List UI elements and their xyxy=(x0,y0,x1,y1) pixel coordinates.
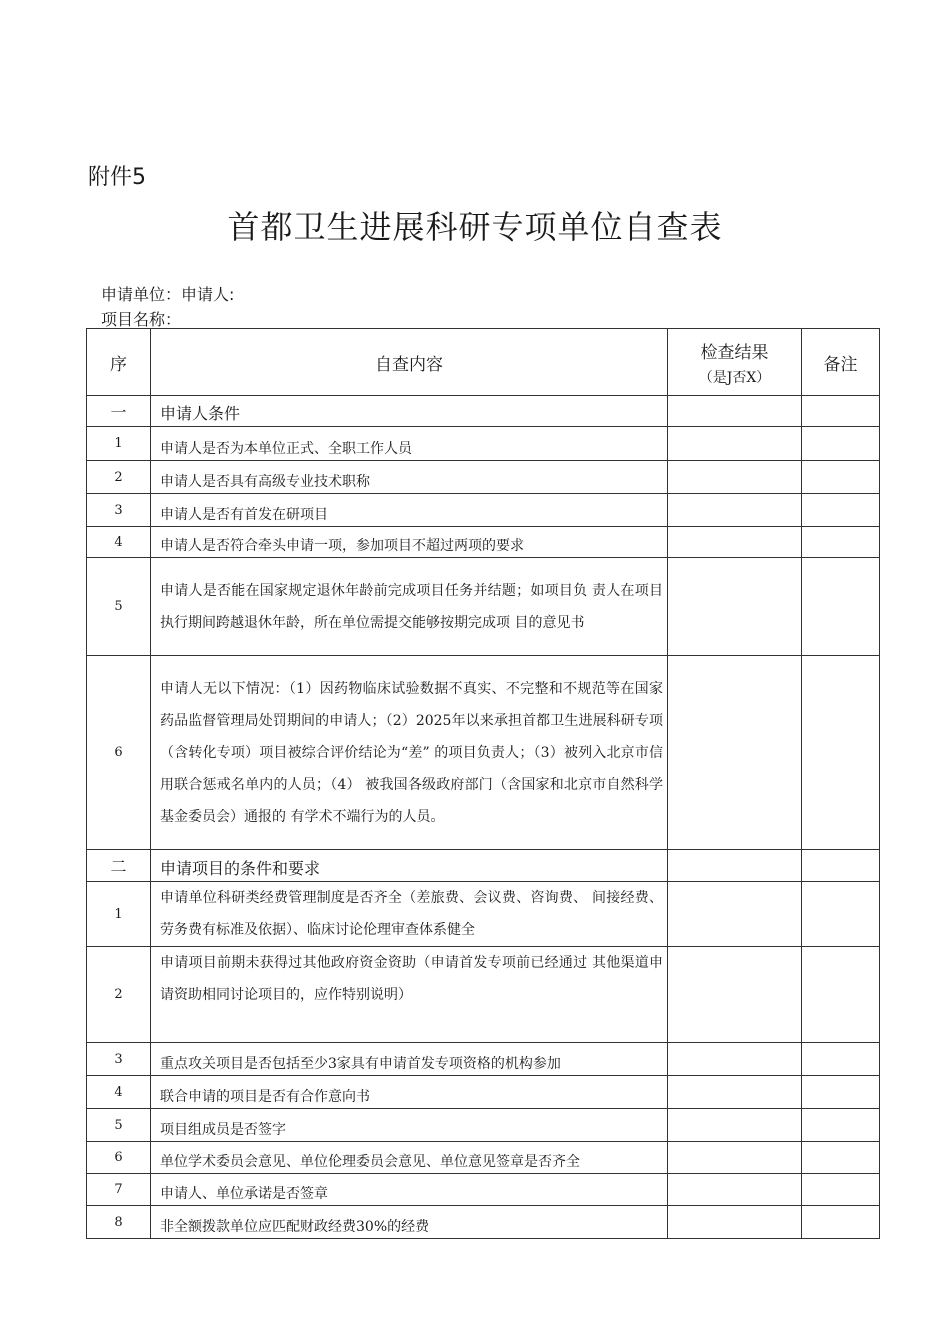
table-row xyxy=(87,461,880,494)
header-result xyxy=(668,329,802,396)
row-index: 8 xyxy=(87,1206,151,1239)
result-cell[interactable] xyxy=(668,427,802,461)
remark-cell[interactable] xyxy=(802,427,880,461)
remark-cell[interactable] xyxy=(802,1043,880,1076)
row-content: 联合申请的项目是否有合作意向书 xyxy=(151,1076,668,1109)
header-result-label: 检查结果 xyxy=(700,342,769,363)
remark-cell[interactable] xyxy=(802,656,880,850)
remark-cell[interactable] xyxy=(802,558,880,656)
applicant-info-line: 申请单位：申请人: xyxy=(101,285,235,304)
remark-cell[interactable] xyxy=(802,882,880,947)
header-result-sub: （是J否X） xyxy=(698,369,771,386)
project-name-line: 项目名称： xyxy=(101,310,182,329)
remark-cell[interactable] xyxy=(802,461,880,494)
remark-cell[interactable] xyxy=(802,1206,880,1239)
result-cell[interactable] xyxy=(668,656,802,850)
section-title: 申请项目的条件和要求 xyxy=(151,850,668,882)
remark-cell[interactable] xyxy=(802,396,880,427)
table-row xyxy=(87,527,880,558)
page-title: 首都卫生进展科研专项单位自查表 xyxy=(227,208,723,246)
table-row xyxy=(87,1109,880,1142)
row-content: 单位学术委员会意见、单位伦理委员会意见、单位意见签章是否齐全 xyxy=(151,1142,668,1174)
section-row xyxy=(87,850,880,882)
row-index: 6 xyxy=(87,1142,151,1174)
result-cell[interactable] xyxy=(668,947,802,1043)
remark-cell[interactable] xyxy=(802,947,880,1043)
table-row xyxy=(87,656,880,850)
row-index: 2 xyxy=(87,947,151,1043)
table-row xyxy=(87,882,880,947)
row-content: 申请人是否具有高级专业技术职称 xyxy=(151,461,668,494)
row-content: 申请人是否能在国家规定退休年龄前完成项目任务并结题；如项目负 责人在项目执行期间跨越退休年龄，所在单位需提交能够按期完成项 目的意见书 xyxy=(151,558,668,656)
table-row xyxy=(87,558,880,656)
attachment-label: 附件5 xyxy=(88,165,146,190)
result-cell[interactable] xyxy=(668,882,802,947)
row-index: 5 xyxy=(87,1109,151,1142)
remark-cell[interactable] xyxy=(802,850,880,882)
result-cell[interactable] xyxy=(668,1174,802,1206)
row-content: 非全额拨款单位应匹配财政经费30%的经费 xyxy=(151,1206,668,1239)
table-row xyxy=(87,1206,880,1239)
section-index: 二 xyxy=(87,850,151,882)
self-check-table xyxy=(86,328,880,1239)
result-cell[interactable] xyxy=(668,396,802,427)
row-content: 申请人是否有首发在研项目 xyxy=(151,494,668,527)
header-content: 自查内容 xyxy=(151,329,668,396)
remark-cell[interactable] xyxy=(802,1109,880,1142)
result-cell[interactable] xyxy=(668,850,802,882)
row-content: 申请人、单位承诺是否签章 xyxy=(151,1174,668,1206)
row-index: 6 xyxy=(87,656,151,850)
table-row xyxy=(87,427,880,461)
result-cell[interactable] xyxy=(668,461,802,494)
row-index: 5 xyxy=(87,558,151,656)
header-remark: 备注 xyxy=(802,329,880,396)
row-content: 申请人无以下情况：（1）因药物临床试验数据不真实、不完整和不规范等在国家药品监督管理局处罚期间的申请人；（2）2025年以来承担首都卫生进展科研专项（含转化专项）项目被综合评价结论为“差” 的项目负责人；（3）被列入北京市信用联合惩戒名单内的人员；（4） 被我国各级政府部门（含国家和北京市自然科学基金委员会）通报的 有学术不端行为的人员。 xyxy=(151,656,668,850)
result-cell[interactable] xyxy=(668,558,802,656)
result-cell[interactable] xyxy=(668,1142,802,1174)
row-content: 申请人是否为本单位正式、全职工作人员 xyxy=(151,427,668,461)
row-index: 1 xyxy=(87,882,151,947)
remark-cell[interactable] xyxy=(802,1076,880,1109)
table-row xyxy=(87,1076,880,1109)
table-row xyxy=(87,947,880,1043)
row-content: 申请项目前期未获得过其他政府资金资助（申请首发专项前已经通过 其他渠道申请资助相同讨论项目的，应作特别说明） xyxy=(151,947,668,1043)
table-row xyxy=(87,494,880,527)
row-content: 项目组成员是否签字 xyxy=(151,1109,668,1142)
result-cell[interactable] xyxy=(668,527,802,558)
remark-cell[interactable] xyxy=(802,527,880,558)
table-row xyxy=(87,1043,880,1076)
section-row xyxy=(87,396,880,427)
result-cell[interactable] xyxy=(668,1109,802,1142)
row-index: 1 xyxy=(87,427,151,461)
remark-cell[interactable] xyxy=(802,494,880,527)
result-cell[interactable] xyxy=(668,494,802,527)
remark-cell[interactable] xyxy=(802,1142,880,1174)
remark-cell[interactable] xyxy=(802,1174,880,1206)
table-row xyxy=(87,1142,880,1174)
row-content: 重点攻关项目是否包括至少3家具有申请首发专项资格的机构参加 xyxy=(151,1043,668,1076)
row-index: 3 xyxy=(87,1043,151,1076)
row-index: 7 xyxy=(87,1174,151,1206)
section-index: 一 xyxy=(87,396,151,427)
row-index: 3 xyxy=(87,494,151,527)
row-index: 4 xyxy=(87,527,151,558)
row-index: 2 xyxy=(87,461,151,494)
table-header-row xyxy=(87,329,880,396)
row-index: 4 xyxy=(87,1076,151,1109)
section-title: 申请人条件 xyxy=(151,396,668,427)
header-seq: 序 xyxy=(87,329,151,396)
row-content: 申请人是否符合牵头申请一项，参加项目不超过两项的要求 xyxy=(151,527,668,558)
row-content: 申请单位科研类经费管理制度是否齐全（差旅费、会议费、咨询费、 间接经费、劳务费有标准及依据）、临床讨论伦理审查体系健全 xyxy=(151,882,668,947)
result-cell[interactable] xyxy=(668,1043,802,1076)
result-cell[interactable] xyxy=(668,1206,802,1239)
result-cell[interactable] xyxy=(668,1076,802,1109)
table-row xyxy=(87,1174,880,1206)
